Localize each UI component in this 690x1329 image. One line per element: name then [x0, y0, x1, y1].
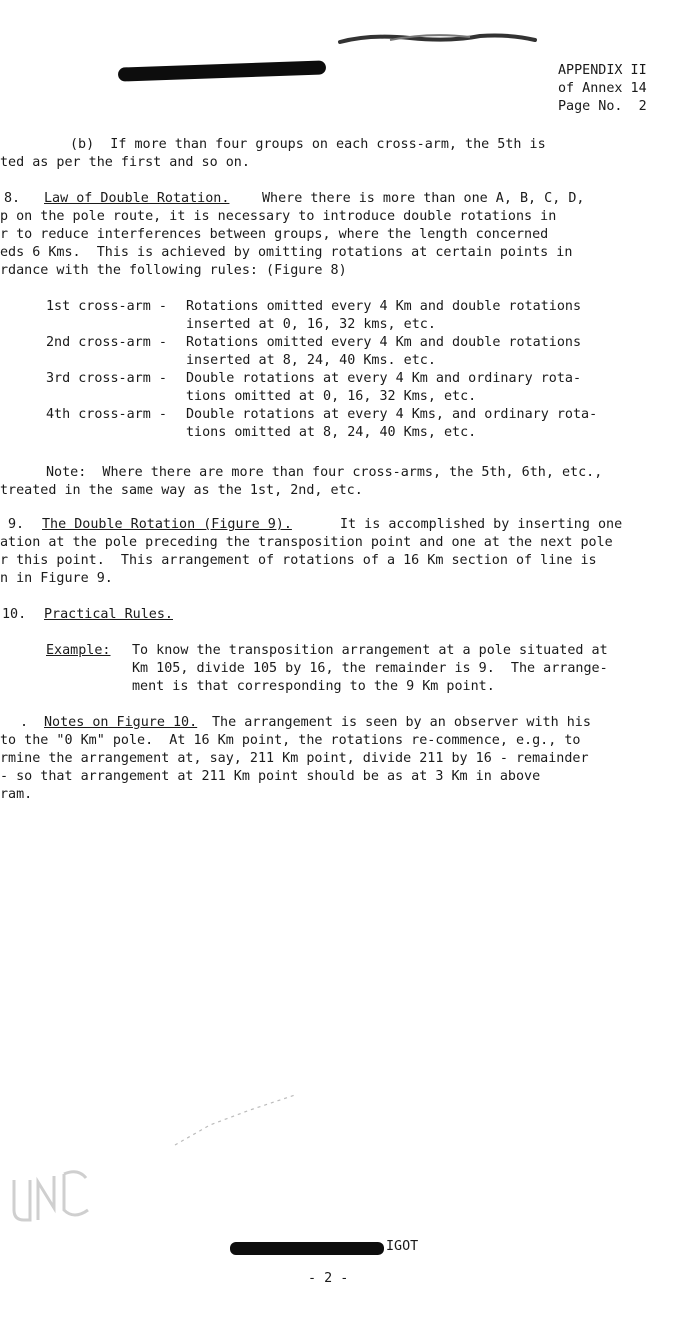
- para-b-line-2: ted as per the first and so on.: [0, 155, 250, 170]
- rule-text: inserted at 0, 16, 32 kms, etc.: [186, 317, 436, 332]
- rule-text: Double rotations at every 4 Km and ordinary rota-: [186, 371, 582, 386]
- appendix-label: APPENDIX II: [558, 63, 647, 78]
- page-no-label: Page No. 2: [558, 99, 647, 114]
- para-8-line-4: eds 6 Kms. This is achieved by omitting rotations at certain points in: [0, 245, 573, 260]
- rule-text: Double rotations at every 4 Kms, and ordinary rota-: [186, 407, 598, 422]
- para-b-line-1: (b) If more than four groups on each cross-arm, the 5th is: [70, 137, 546, 152]
- example-label: Example:: [46, 643, 111, 658]
- para-9-line-1: It is accomplished by inserting one: [340, 517, 623, 532]
- para-10-title: Practical Rules.: [44, 607, 173, 622]
- para-11-line-5: ram.: [0, 787, 33, 802]
- faint-pencil-mark: [170, 1090, 300, 1150]
- rule-label: 3rd cross-arm -: [46, 371, 167, 386]
- para-11-number: .: [20, 715, 29, 730]
- para-11-line-3: rmine the arrangement at, say, 211 Km point, divide 211 by 16 - remainder: [0, 751, 589, 766]
- rule-text: tions omitted at 0, 16, 32 Kms, etc.: [186, 389, 477, 404]
- faded-stamp-mark: [8, 1150, 98, 1240]
- example-line-3: ment is that corresponding to the 9 Km point.: [132, 679, 495, 694]
- rule-text: inserted at 8, 24, 40 Kms. etc.: [186, 353, 436, 368]
- para-9-line-2: ation at the pole preceding the transposition point and one at the next pole: [0, 535, 613, 550]
- para-11-line-4: - so that arrangement at 211 Km point should be as at 3 Km in above: [0, 769, 541, 784]
- para-11-title: Notes on Figure 10.: [44, 715, 198, 730]
- rule-text: Rotations omitted every 4 Km and double rotations: [186, 335, 582, 350]
- para-10-number: 10.: [2, 607, 27, 622]
- rule-text: Rotations omitted every 4 Km and double rotations: [186, 299, 582, 314]
- header-redaction-bar: [118, 60, 326, 81]
- para-11-line-1: The arrangement is seen by an observer with his: [212, 715, 591, 730]
- example-line-2: Km 105, divide 105 by 16, the remainder is 9. The arrange-: [132, 661, 608, 676]
- rule-label: 4th cross-arm -: [46, 407, 167, 422]
- top-smudge-mark: [330, 28, 540, 50]
- para-9-number: 9.: [8, 517, 25, 532]
- para-8-title: Law of Double Rotation.: [44, 191, 230, 206]
- footer-redaction-bar: [230, 1242, 384, 1255]
- annex-label: of Annex 14: [558, 81, 647, 96]
- page-number: - 2 -: [308, 1271, 349, 1286]
- rule-label: 2nd cross-arm -: [46, 335, 167, 350]
- example-line-1: To know the transposition arrangement at a pole situated at: [132, 643, 608, 658]
- para-11-line-2: to the "0 Km" pole. At 16 Km point, the rotations re-commence, e.g., to: [0, 733, 581, 748]
- para-8-line-2: p on the pole route, it is necessary to introduce double rotations in: [0, 209, 557, 224]
- para-9-line-4: n in Figure 9.: [0, 571, 113, 586]
- classification-marking: IGOT: [386, 1239, 419, 1254]
- note-line-1: Note: Where there are more than four cross-arms, the 5th, 6th, etc.,: [46, 465, 603, 480]
- para-8-line-3: r to reduce interferences between groups, where the length concerned: [0, 227, 549, 242]
- para-9-line-3: r this point. This arrangement of rotations of a 16 Km section of line is: [0, 553, 597, 568]
- para-8-number: 8.: [4, 191, 21, 206]
- para-8-line-5: rdance with the following rules: (Figure 8): [0, 263, 347, 278]
- rule-text: tions omitted at 8, 24, 40 Kms, etc.: [186, 425, 477, 440]
- para-8-line-1: Where there is more than one A, B, C, D,: [262, 191, 585, 206]
- note-line-2: treated in the same way as the 1st, 2nd, etc.: [0, 483, 363, 498]
- rule-label: 1st cross-arm -: [46, 299, 167, 314]
- para-9-title: The Double Rotation (Figure 9).: [42, 517, 292, 532]
